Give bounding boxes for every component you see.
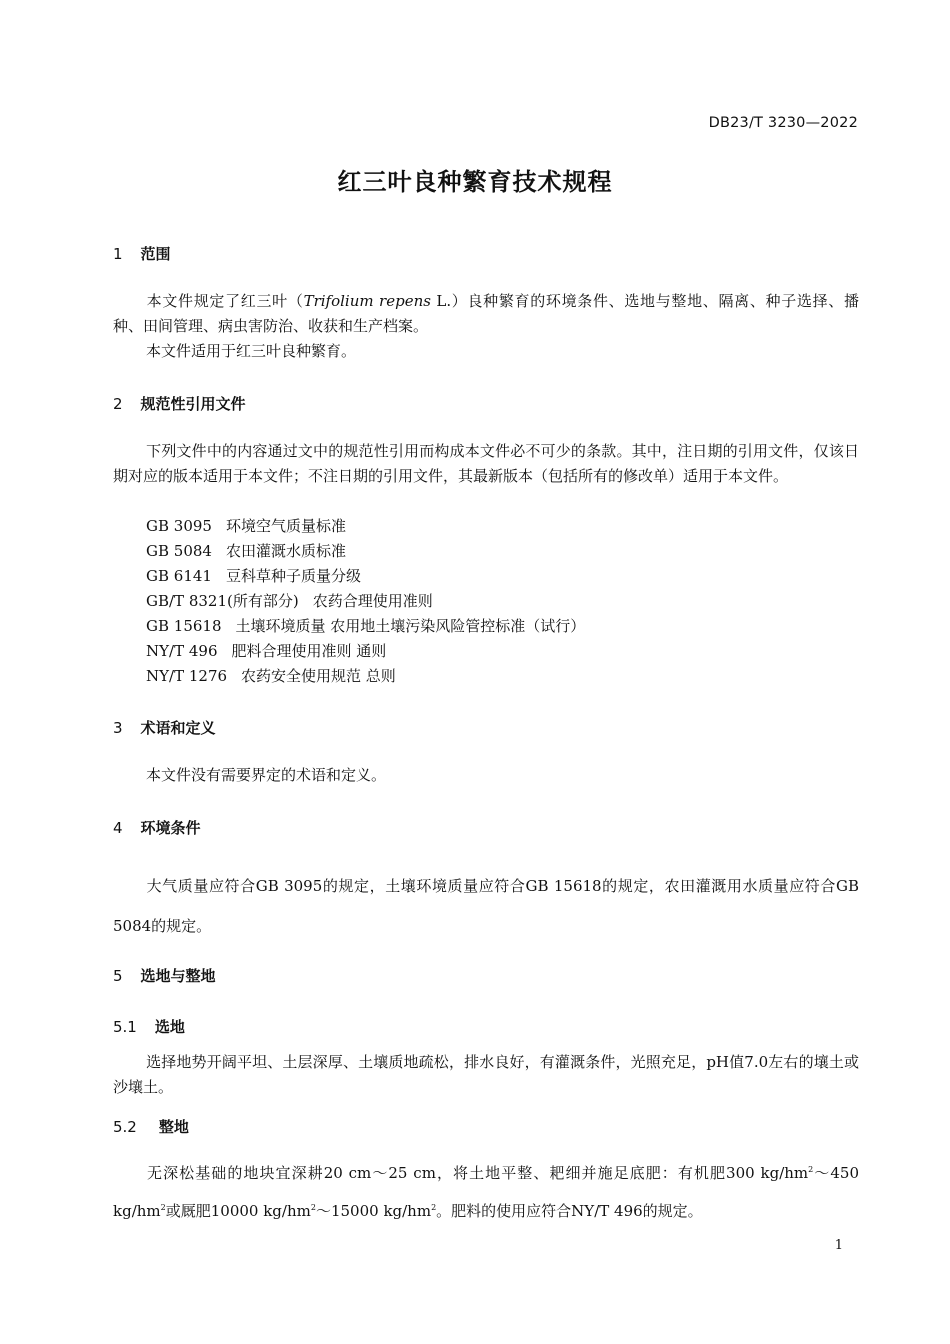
reference-item: GB 3095 环境空气质量标准	[146, 517, 346, 535]
section-number: 5	[113, 967, 123, 985]
section-title: 规范性引用文件	[140, 395, 246, 413]
section-number: 4	[113, 819, 123, 837]
section-4-paragraph: 大气质量应符合GB 3095的规定，土壤环境质量应符合GB 15618的规定，农田灌溉用水质量应符合GB 5084的规定。	[113, 877, 859, 935]
section-2-heading	[113, 393, 246, 414]
reference-item: NY/T 496 肥料合理使用准则 通则	[146, 642, 387, 660]
section-3-paragraph: 本文件没有需要界定的术语和定义。	[146, 766, 387, 784]
section-5-1-heading	[113, 1016, 185, 1037]
section-title: 整地	[158, 1118, 189, 1136]
section-1-paragraph-2: 本文件适用于红三叶良种繁育。	[146, 342, 357, 360]
section-title: 范围	[140, 245, 171, 263]
reference-item: GB 15618 土壤环境质量 农用地土壤污染风险管控标准（试行）	[146, 617, 586, 635]
document-title: 红三叶良种繁育技术规程	[337, 168, 613, 196]
reference-item: GB 5084 农田灌溉水质标准	[146, 542, 346, 560]
section-title: 选地与整地	[140, 967, 216, 985]
section-5-2-heading	[113, 1116, 189, 1137]
section-3-heading	[113, 717, 216, 738]
section-title: 选地	[154, 1018, 185, 1036]
section-2-intro: 下列文件中的内容通过文中的规范性引用而构成本文件必不可少的条款。其中，注日期的引用文件，仅该日期对应的版本适用于本文件；不注日期的引用文件，其最新版本（包括所有的修改单）适用于本文件。	[113, 442, 859, 485]
page-number: 1	[834, 1238, 843, 1253]
section-5-1-paragraph: 选择地势开阔平坦、土层深厚、土壤质地疏松，排水良好，有灌溉条件，光照充足，pH值7.0左右的壤土或沙壤土。	[113, 1053, 859, 1096]
section-number: 1	[113, 245, 123, 263]
section-number: 2	[113, 395, 123, 413]
section-title: 环境条件	[140, 819, 201, 837]
section-5-2-paragraph: 无深松基础的地块宜深耕20 cm～25 cm，将土地平整、耙细并施足底肥：有机肥300 $kg/hm^2\sim 450$ $kg/hm^2$或厩肥10000 $kg/hm^2\sim 15000$ $kg/hm^2$。肥料的使用应符合NY/T 496的规定。	[113, 1164, 859, 1220]
section-number: 3	[113, 719, 123, 737]
reference-item: GB 6141 豆科草种子质量分级	[146, 567, 361, 585]
section-number: 5.2	[113, 1118, 137, 1136]
section-1-heading	[113, 243, 171, 264]
section-5-heading	[113, 965, 216, 986]
reference-item: NY/T 1276 农药安全使用规范 总则	[146, 667, 396, 685]
section-number: 5.1	[113, 1018, 137, 1036]
section-4-heading	[113, 817, 201, 838]
reference-item: GB/T 8321(所有部分) 农药合理使用准则	[146, 592, 433, 610]
document-code: DB23/T 3230—2022	[708, 115, 858, 131]
section-title: 术语和定义	[140, 719, 216, 737]
latin-name: Trifolium repens	[303, 292, 431, 310]
section-1-paragraph-1: 本文件规定了红三叶（Trifolium repens L.）良种繁育的环境条件、选地与整地、隔离、种子选择、播种、田间管理、病虫害防治、收获和生产档案。	[113, 292, 859, 335]
